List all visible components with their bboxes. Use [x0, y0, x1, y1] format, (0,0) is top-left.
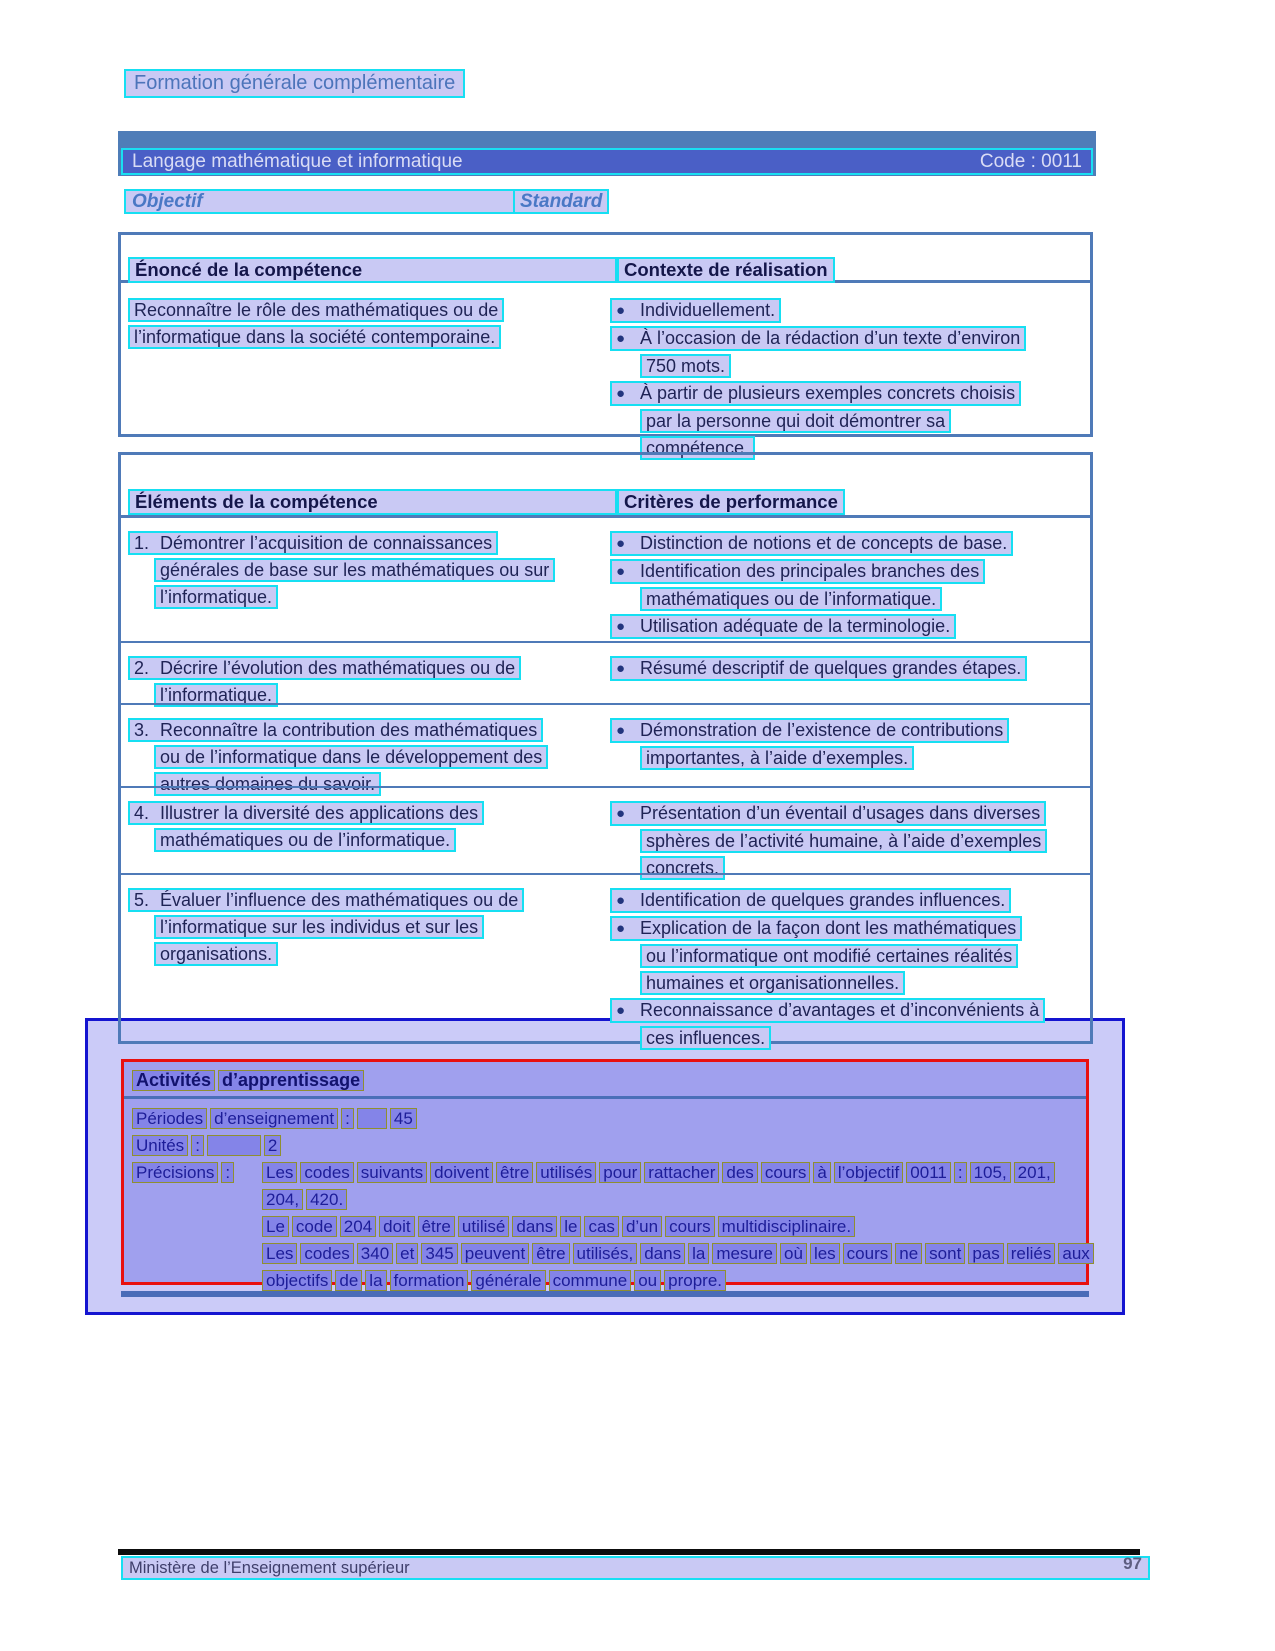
item-number: 1.: [134, 533, 150, 553]
line-highlight: humaines et organisationnelles.: [640, 971, 905, 995]
line-highlight: ● Explication de la façon dont les mathématiques: [610, 916, 1022, 941]
line-highlight: par la personne qui doit démontrer sa: [640, 409, 951, 433]
word-highlight: ne: [895, 1243, 922, 1264]
line-highlight: l’informatique sur les individus et sur les: [154, 915, 484, 939]
word-highlight: Les: [262, 1162, 297, 1183]
word-highlight: dans: [640, 1243, 685, 1264]
objectif-label: Objectif: [124, 189, 521, 214]
word-highlight: aux: [1058, 1243, 1093, 1264]
criteria-item: [610, 656, 1086, 681]
criteria-item: [610, 559, 1086, 611]
criteria-item: [610, 718, 1086, 770]
element-cell: [121, 518, 610, 641]
word-highlight: cours: [665, 1216, 715, 1237]
word-highlight: codes: [300, 1243, 353, 1264]
criteria-item: [610, 381, 1086, 460]
standard-label: Standard: [513, 189, 609, 214]
criteria-cell: [610, 518, 1090, 641]
line-highlight: importantes, à l’aide d’exemples.: [640, 746, 914, 770]
criteria-item: [610, 801, 1086, 880]
word-highlight: 105,: [970, 1162, 1011, 1183]
bullet-icon: ●: [616, 618, 626, 635]
bullet-icon: ●: [616, 1002, 626, 1019]
word-highlight: et: [396, 1243, 418, 1264]
bullet-icon: ●: [616, 535, 626, 552]
precisions-lines: [262, 1162, 1097, 1297]
line-highlight: ou l’informatique ont modifié certaines réalités: [640, 944, 1018, 968]
word-highlight: dans: [512, 1216, 557, 1237]
blank-highlight: [357, 1108, 387, 1129]
bullet-icon: ●: [616, 892, 626, 909]
line-highlight: compétence.: [640, 436, 755, 460]
criteria-cell: [610, 643, 1090, 703]
line-highlight: ● Reconnaissance d’avantages et d’inconvénients à: [610, 998, 1045, 1023]
word-highlight: Précisions: [132, 1162, 218, 1183]
line-highlight: ou de l’informatique dans le développement des: [154, 745, 548, 769]
competence-table: [118, 232, 1093, 458]
line-highlight: ● Résumé descriptif de quelques grandes étapes.: [610, 656, 1027, 681]
word-highlight: le: [560, 1216, 581, 1237]
word-highlight: propre.: [664, 1270, 726, 1291]
word-highlight: cours: [843, 1243, 893, 1264]
word-highlight: doivent: [430, 1162, 493, 1183]
word-highlight: générale: [471, 1270, 545, 1291]
right-header: Critères de performance: [617, 489, 845, 515]
word-highlight: l’objectif: [834, 1162, 903, 1183]
word-highlight: où: [780, 1243, 807, 1264]
word-highlight: Unités: [132, 1135, 188, 1156]
word-highlight: utilisés: [536, 1162, 596, 1183]
line-highlight: ● À partir de plusieurs exemples concrets choisis: [610, 381, 1021, 406]
word-highlight: :: [341, 1108, 354, 1129]
line-highlight: l’informatique.: [154, 683, 278, 707]
element-cell: [121, 705, 610, 794]
bullet-icon: ●: [616, 920, 626, 937]
activities-row: [132, 1135, 1078, 1157]
word-highlight: 0011: [906, 1162, 951, 1183]
title-banner: [118, 131, 1096, 176]
item-number: 3.: [134, 720, 150, 740]
word-highlight: la: [688, 1243, 709, 1264]
title-banner-highlight: [121, 148, 1093, 175]
word-highlight: :: [954, 1162, 967, 1183]
bullet-icon: ●: [616, 385, 626, 402]
precisions-line: [262, 1189, 1097, 1211]
title-word-highlight: Activités: [132, 1070, 215, 1091]
bullet-icon: ●: [616, 563, 626, 580]
line-highlight: ● À l’occasion de la rédaction d’un texte d’environ: [610, 326, 1026, 351]
word-highlight: formation: [390, 1270, 469, 1291]
line-highlight: 3. Reconnaître la contribution des mathématiques: [128, 718, 543, 742]
word-highlight: rattacher: [644, 1162, 719, 1183]
page-heading: Formation générale complémentaire: [124, 69, 465, 98]
word-highlight: utilisés,: [573, 1243, 638, 1264]
line-highlight: mathématiques ou de l’informatique.: [640, 587, 942, 611]
item-number: 2.: [134, 658, 150, 678]
precisions-line: [262, 1162, 1097, 1184]
footer-rule: [118, 1549, 1140, 1555]
word-highlight: être: [418, 1216, 455, 1237]
line-highlight: 1. Démontrer l’acquisition de connaissances: [128, 531, 498, 555]
line-highlight: organisations.: [154, 942, 278, 966]
line-highlight: concrets.: [640, 856, 725, 880]
course-code: Code : 0011: [979, 150, 1082, 172]
line-highlight: 4. Illustrer la diversité des applications des: [128, 801, 484, 825]
word-highlight: ou: [634, 1270, 661, 1291]
element-cell: [121, 788, 610, 873]
line-highlight: générales de base sur les mathématiques ou sur: [154, 558, 555, 582]
word-highlight: d’enseignement: [210, 1108, 338, 1129]
elements-table-header: [121, 455, 1090, 518]
word-highlight: être: [496, 1162, 533, 1183]
word-highlight: objectifs: [262, 1270, 332, 1291]
item-number: 4.: [134, 803, 150, 823]
element-cell: [121, 875, 610, 1053]
word-highlight: cours: [761, 1162, 811, 1183]
word-highlight: utilisé: [458, 1216, 509, 1237]
bullet-icon: ●: [616, 302, 626, 319]
line-highlight: ● Individuellement.: [610, 298, 781, 323]
line-highlight: ● Utilisation adéquate de la terminologie.: [610, 614, 956, 639]
footer-page-number: 97: [1123, 1554, 1142, 1573]
bullet-icon: ●: [616, 660, 626, 677]
word-highlight: peuvent: [461, 1243, 530, 1264]
element-row-3: [121, 703, 1090, 794]
course-title: Langage mathématique et informatique: [132, 150, 463, 172]
line-highlight: ● Identification des principales branches des: [610, 559, 985, 584]
right-header: Contexte de réalisation: [617, 257, 835, 283]
line-highlight: ● Présentation d’un éventail d’usages dans diverses: [610, 801, 1046, 826]
activities-box: [121, 1059, 1090, 1290]
word-highlight: multidisciplinaire.: [718, 1216, 855, 1237]
criteria-cell: [610, 705, 1090, 786]
blank-highlight: [207, 1135, 261, 1156]
word-highlight: Le: [262, 1216, 289, 1237]
word-highlight: de: [335, 1270, 362, 1291]
word-highlight: code: [292, 1216, 337, 1237]
word-highlight: Périodes: [132, 1108, 207, 1129]
line-highlight: mathématiques ou de l’informatique.: [154, 828, 456, 852]
activities-row-precisions: [132, 1162, 1090, 1297]
value-highlight: 2: [264, 1135, 281, 1156]
element-row-5: [121, 873, 1090, 1053]
word-highlight: 204: [340, 1216, 376, 1237]
line-highlight: Reconnaître le rôle des mathématiques ou de: [128, 298, 504, 322]
competence-table-header: [121, 235, 1090, 283]
word-highlight: doit: [379, 1216, 414, 1237]
word-highlight: sont: [925, 1243, 965, 1264]
criteria-cell: [610, 875, 1090, 1053]
word-highlight: d’un: [622, 1216, 662, 1237]
title-word-highlight: d’apprentissage: [218, 1070, 364, 1091]
value-highlight: 45: [390, 1108, 417, 1129]
row-label: [132, 1162, 262, 1292]
line-highlight: 2. Décrire l’évolution des mathématiques ou de: [128, 656, 521, 680]
element-row-4: [121, 786, 1090, 878]
word-highlight: Les: [262, 1243, 297, 1264]
left-header: Éléments de la compétence: [128, 489, 617, 515]
line-highlight: ● Démonstration de l’existence de contributions: [610, 718, 1009, 743]
bullet-icon: ●: [616, 805, 626, 822]
left-header: Énoncé de la compétence: [128, 257, 617, 283]
elements-table-rows: [121, 518, 1090, 1053]
criteria-item: [610, 998, 1086, 1050]
criteria-item: [610, 888, 1086, 913]
competence-statement-cell: [121, 283, 610, 463]
word-highlight: mesure: [712, 1243, 777, 1264]
item-number: 5.: [134, 890, 150, 910]
word-highlight: 345: [421, 1243, 457, 1264]
criteria-item: [610, 298, 1086, 323]
line-highlight: ● Distinction de notions et de concepts de base.: [610, 531, 1013, 556]
footer: [121, 1556, 1150, 1580]
line-highlight: 750 mots.: [640, 354, 731, 378]
element-cell: [121, 643, 610, 703]
word-highlight: reliés: [1007, 1243, 1056, 1264]
word-highlight: cas: [584, 1216, 618, 1237]
activities-content: [124, 1099, 1090, 1297]
activities-bottom-rule: [121, 1291, 1089, 1297]
line-highlight: autres domaines du savoir.: [154, 772, 381, 796]
criteria-cell: [610, 788, 1090, 878]
word-highlight: 340: [357, 1243, 393, 1264]
word-highlight: 201,: [1014, 1162, 1055, 1183]
line-highlight: ● Identification de quelques grandes influences.: [610, 888, 1011, 913]
line-highlight: sphères de l’activité humaine, à l’aide d’exemples: [640, 829, 1047, 853]
word-highlight: 420.: [306, 1189, 347, 1210]
line-highlight: l’informatique.: [154, 585, 278, 609]
word-highlight: suivants: [357, 1162, 427, 1183]
word-highlight: à: [813, 1162, 830, 1183]
word-highlight: être: [532, 1243, 569, 1264]
elements-table: [118, 452, 1093, 1048]
bullet-icon: ●: [616, 330, 626, 347]
competence-table-body: [121, 283, 1090, 463]
word-highlight: :: [191, 1135, 204, 1156]
word-highlight: les: [810, 1243, 840, 1264]
line-highlight: l’informatique dans la société contemporaine.: [128, 325, 501, 349]
precisions-line: [262, 1243, 1097, 1265]
word-highlight: commune: [549, 1270, 632, 1291]
word-highlight: pas: [968, 1243, 1003, 1264]
realisation-context-cell: [610, 283, 1090, 463]
word-highlight: pour: [599, 1162, 641, 1183]
footer-ministry: Ministère de l’Enseignement supérieur: [129, 1558, 410, 1577]
precisions-line: [262, 1216, 1097, 1238]
word-highlight: la: [365, 1270, 386, 1291]
word-highlight: :: [221, 1162, 234, 1183]
criteria-item: [610, 326, 1086, 378]
criteria-item: [610, 614, 1086, 639]
bullet-icon: ●: [616, 722, 626, 739]
element-row-1: [121, 518, 1090, 641]
element-row-2: [121, 641, 1090, 703]
word-highlight: codes: [300, 1162, 353, 1183]
criteria-item: [610, 531, 1086, 556]
word-highlight: 204,: [262, 1189, 303, 1210]
line-highlight: ces influences.: [640, 1026, 771, 1050]
line-highlight: 5. Évaluer l’influence des mathématiques ou de: [128, 888, 524, 912]
word-highlight: des: [722, 1162, 757, 1183]
activities-row: [132, 1108, 1078, 1130]
precisions-line: [262, 1270, 1097, 1292]
criteria-item: [610, 916, 1086, 995]
activities-title: [124, 1062, 1086, 1099]
